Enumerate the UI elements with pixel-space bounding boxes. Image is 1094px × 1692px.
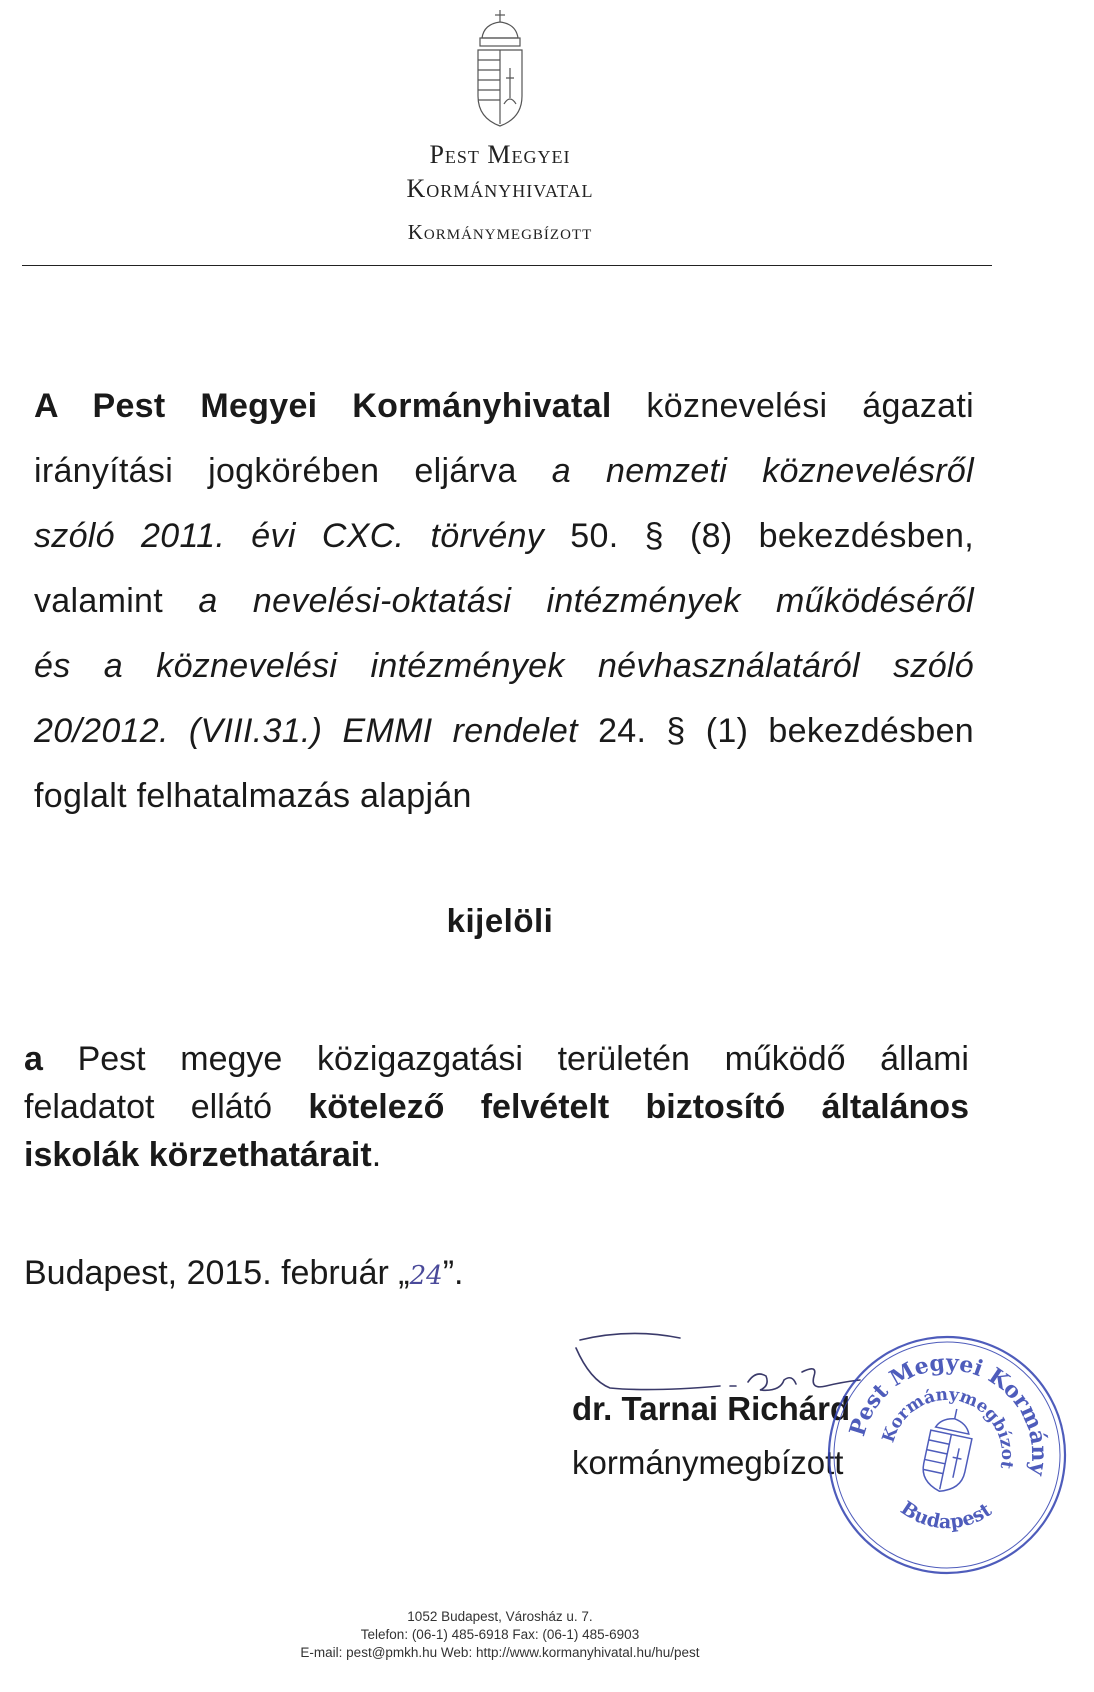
- decision-paragraph: [24, 1035, 969, 1179]
- text-line: és a köznevelési intézmények névhasználatáról szóló: [34, 647, 974, 685]
- handwritten-day: 24: [409, 1261, 443, 1291]
- stamp-inner-text: Kormánymegbízott: [878, 1384, 1018, 1471]
- date-line: Budapest, 2015. február „24”.: [24, 1254, 464, 1292]
- text-line: szóló 2011. évi CXC. törvény 50. § (8) bekezdésben,: [34, 517, 974, 555]
- text-line: 20/2012. (VIII.31.) EMMI rendelet 24. § (1) bekezdésben: [34, 712, 974, 750]
- text-line: irányítási jogkörében eljárva a nemzeti köznevelésről: [34, 452, 974, 490]
- org-name-line1: Pest Megyei: [429, 140, 571, 169]
- text-line: feladatot ellátó kötelező felvételt biztosító általános: [24, 1088, 969, 1126]
- footer-address: 1052 Budapest, Városház u. 7.: [407, 1609, 593, 1624]
- decision-heading: kijelöli: [446, 902, 554, 939]
- org-title: Kormánymegbízott: [407, 220, 593, 244]
- stamp-city: Budapest: [896, 1497, 996, 1534]
- signer-name: dr. Tarnai Richárd: [572, 1390, 851, 1427]
- decree-paragraph: [34, 374, 974, 829]
- coat-of-arms-icon: [470, 8, 530, 133]
- header-divider: [22, 265, 992, 266]
- text-line: valamint a nevelési-oktatási intézmények működéséről: [34, 582, 974, 620]
- stamp-ring-text: Pest Megyei Kormányhivatal: [844, 1349, 1053, 1478]
- signer-role: kormánymegbízott: [572, 1444, 844, 1481]
- org-name-line2: Kormányhivatal: [406, 174, 594, 203]
- text-line: A Pest Megyei Kormányhivatal köznevelési ágazati: [34, 387, 974, 425]
- text-line: foglalt felhatalmazás alapján: [34, 777, 472, 815]
- text-line: iskolák körzethatárait.: [24, 1136, 382, 1174]
- official-stamp: [822, 1330, 1072, 1580]
- text-line: a Pest megye közigazgatási területén működő állami: [24, 1040, 969, 1078]
- footer-phone: Telefon: (06-1) 485-6918 Fax: (06-1) 485-6903: [360, 1627, 640, 1642]
- footer-contact: E-mail: pest@pmkh.hu Web: http://www.kormanyhivatal.hu/hu/pest: [300, 1645, 700, 1660]
